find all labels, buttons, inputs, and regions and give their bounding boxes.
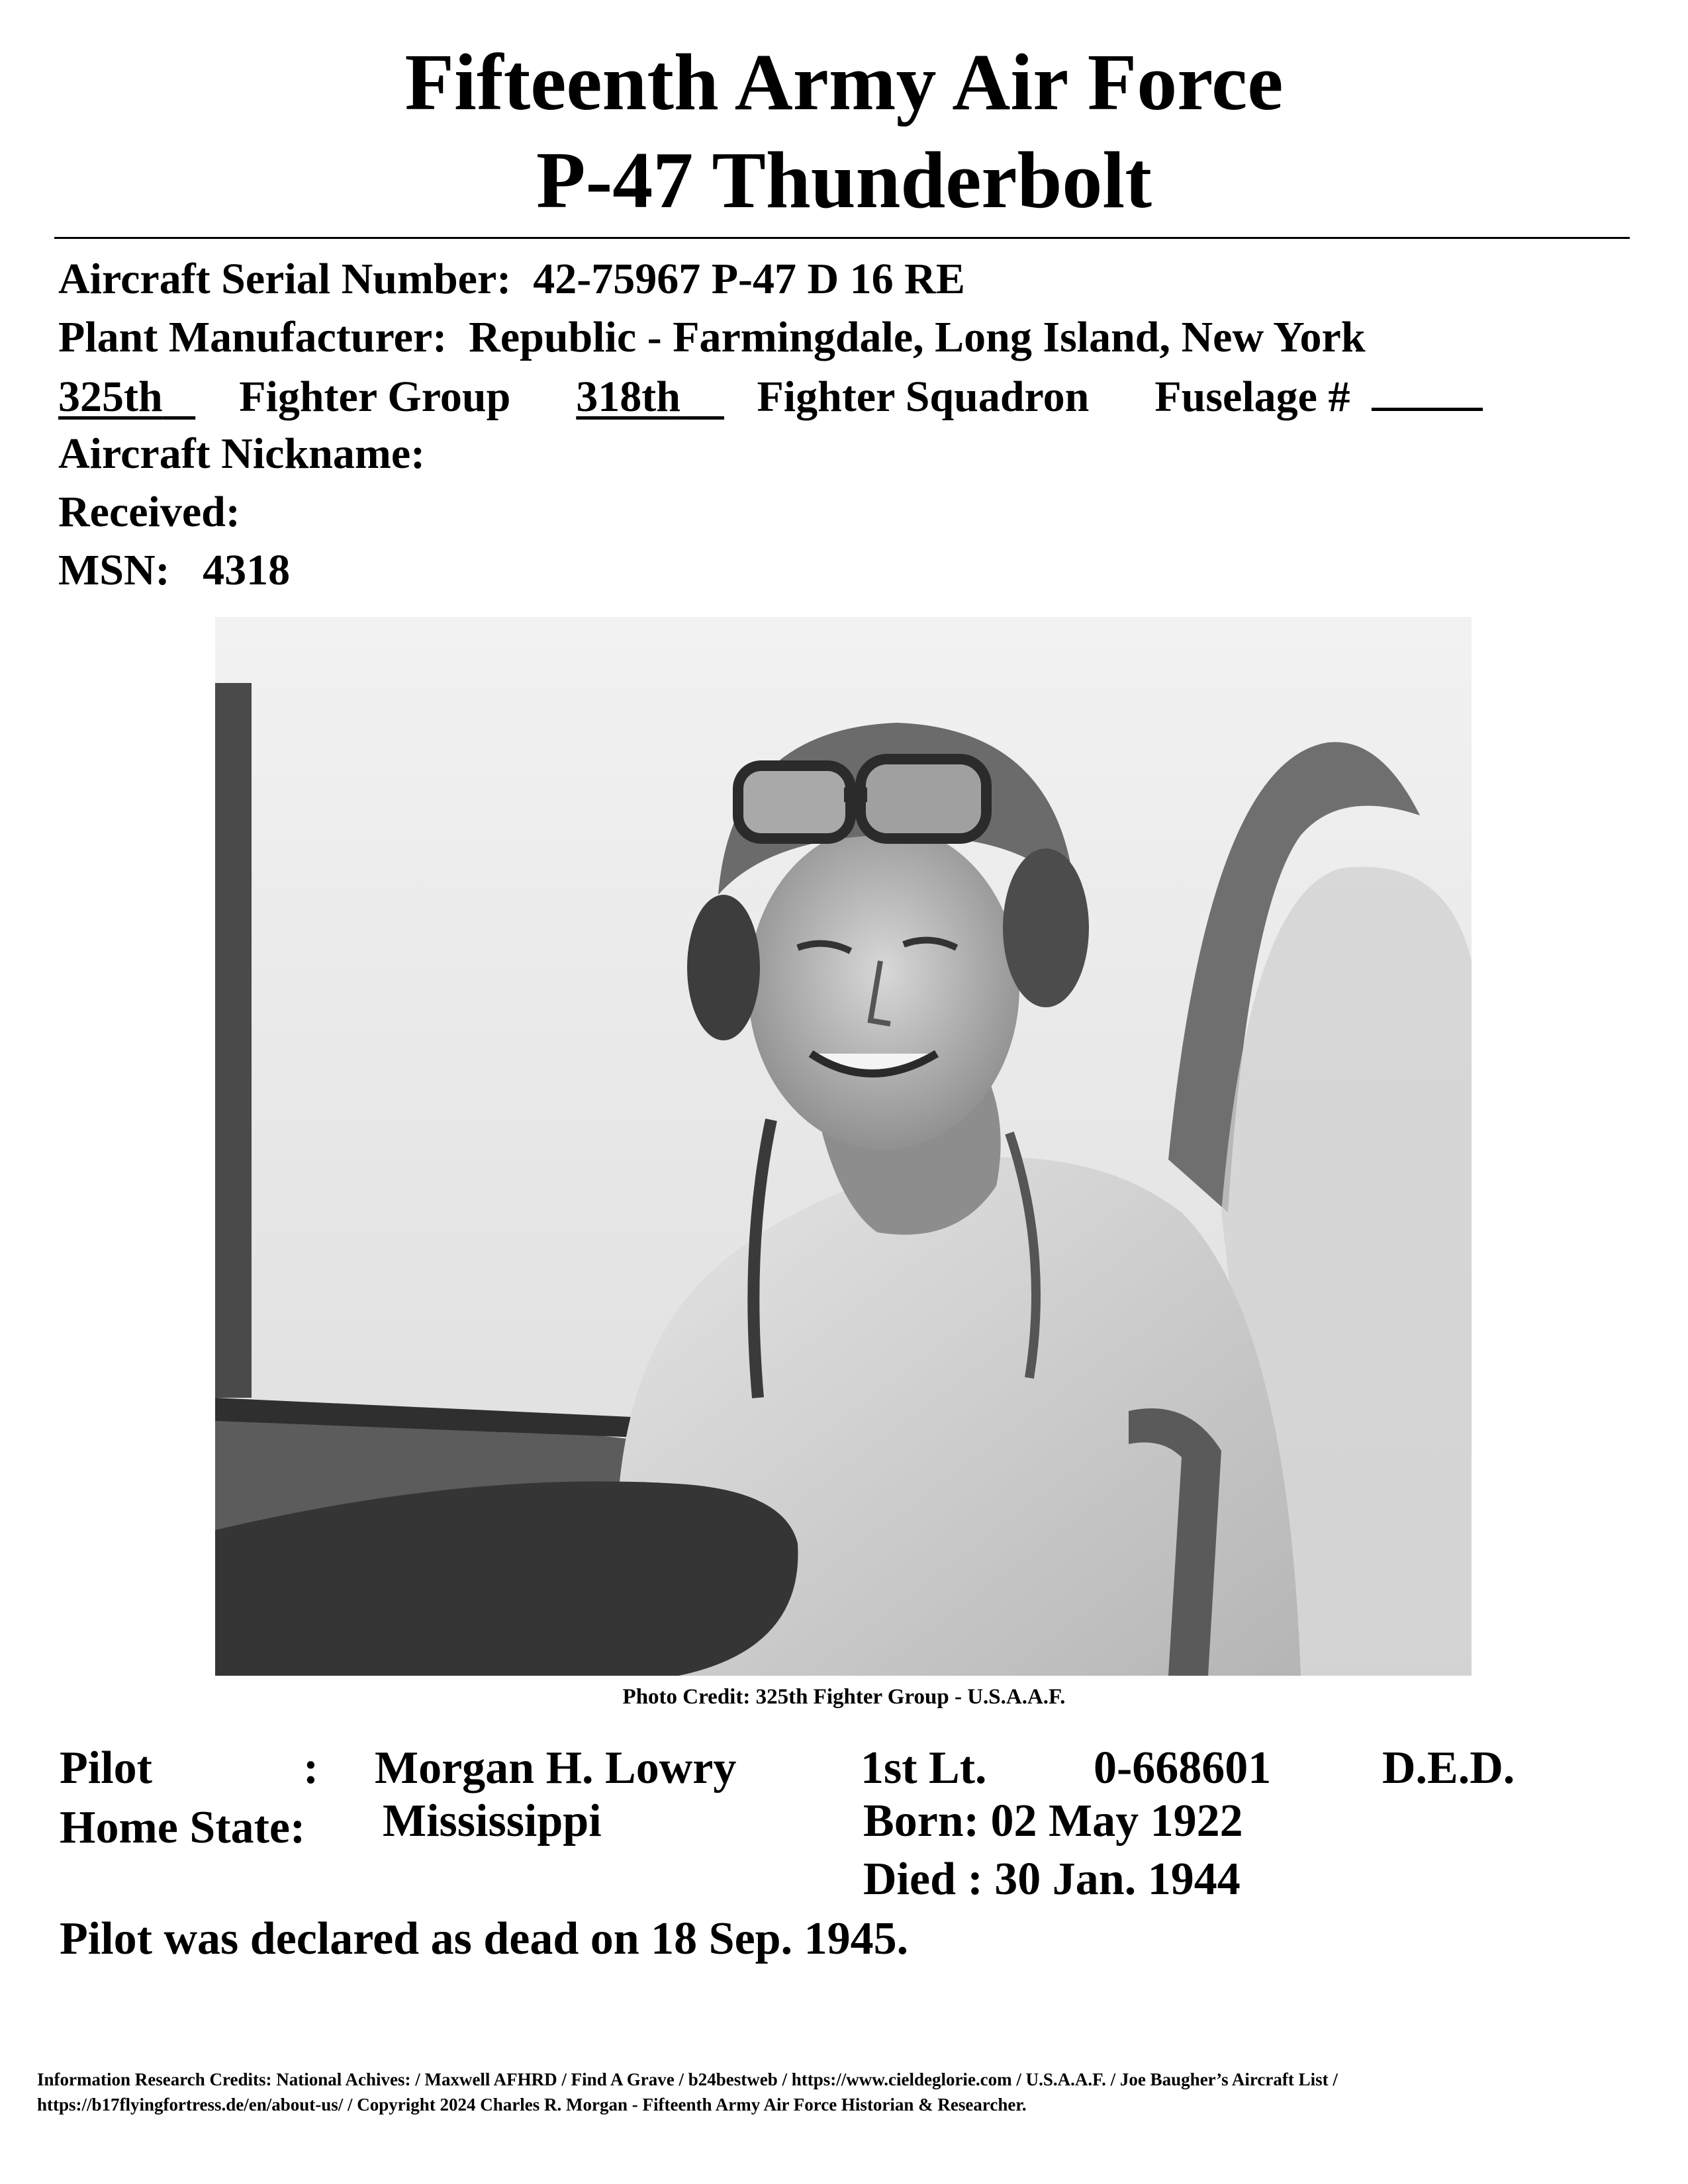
serial-number-label: Aircraft Serial Number: [58, 255, 512, 303]
pilot-service-number: 0-668601 [1094, 1743, 1272, 1794]
msn-value: 4318 [203, 546, 291, 594]
fighter-group-value: 325th [58, 373, 163, 421]
plant-manufacturer-value: Republic - Farmingdale, Long Island, New York [469, 313, 1366, 361]
pilot-colon: : [303, 1743, 319, 1794]
serial-number-value: 42-75967 P-47 D 16 RE [533, 255, 965, 303]
pilot-rank: 1st Lt. [861, 1743, 987, 1794]
fighter-squadron-value: 318th [576, 373, 680, 421]
pilot-name: Morgan H. Lowry [375, 1743, 737, 1794]
fighter-squadron-label: Fighter Squadron [757, 373, 1090, 421]
photo-credit: Photo Credit: 325th Fighter Group - U.S.A.A.F. [622, 1685, 1066, 1709]
header-rule [54, 237, 1630, 239]
born-date: Born: 02 May 1922 [863, 1796, 1243, 1846]
received-row [58, 486, 240, 539]
nickname-label: Aircraft Nickname: [58, 430, 426, 478]
plant-manufacturer-row [58, 311, 1366, 364]
fighter-group-label: Fighter Group [239, 373, 511, 421]
pilot-status: D.E.D. [1382, 1743, 1515, 1794]
died-date: Died : 30 Jan. 1944 [863, 1854, 1241, 1905]
home-state-value: Mississippi [383, 1796, 602, 1846]
fuselage-label: Fuselage # [1154, 373, 1350, 421]
nickname-row [58, 428, 425, 480]
title-line-2: P-47 Thunderbolt [536, 136, 1152, 225]
footer-credits-line-2: https://b17flyingfortress.de/en/about-us/ / Copyright 2024 Charles R. Morgan - Fifteenth Army Air Force Historian & Researcher. [37, 2095, 1027, 2115]
plant-manufacturer-label: Plant Manufacturer: [58, 313, 447, 361]
received-label: Received: [58, 488, 240, 536]
serial-number-row [58, 253, 965, 306]
pilot-photograph [215, 617, 1472, 1676]
fuselage-blank [1372, 369, 1483, 411]
unit-row [58, 369, 1483, 424]
pilot-label: Pilot [60, 1743, 152, 1794]
home-state-label: Home State: [60, 1802, 306, 1853]
death-declaration-note: Pilot was declared as dead on 18 Sep. 1945. [60, 1913, 909, 1964]
title-line-1: Fifteenth Army Air Force [404, 38, 1284, 127]
msn-row [58, 544, 290, 597]
footer-credits-line-1: Information Research Credits: National Achives: / Maxwell AFHRD / Find A Grave / b24bestweb / https://www.cieldeglorie.com / U.S.A.A.F. / Joe Baugher’s Aircraft List / [37, 2070, 1338, 2089]
msn-label: MSN: [58, 546, 170, 594]
